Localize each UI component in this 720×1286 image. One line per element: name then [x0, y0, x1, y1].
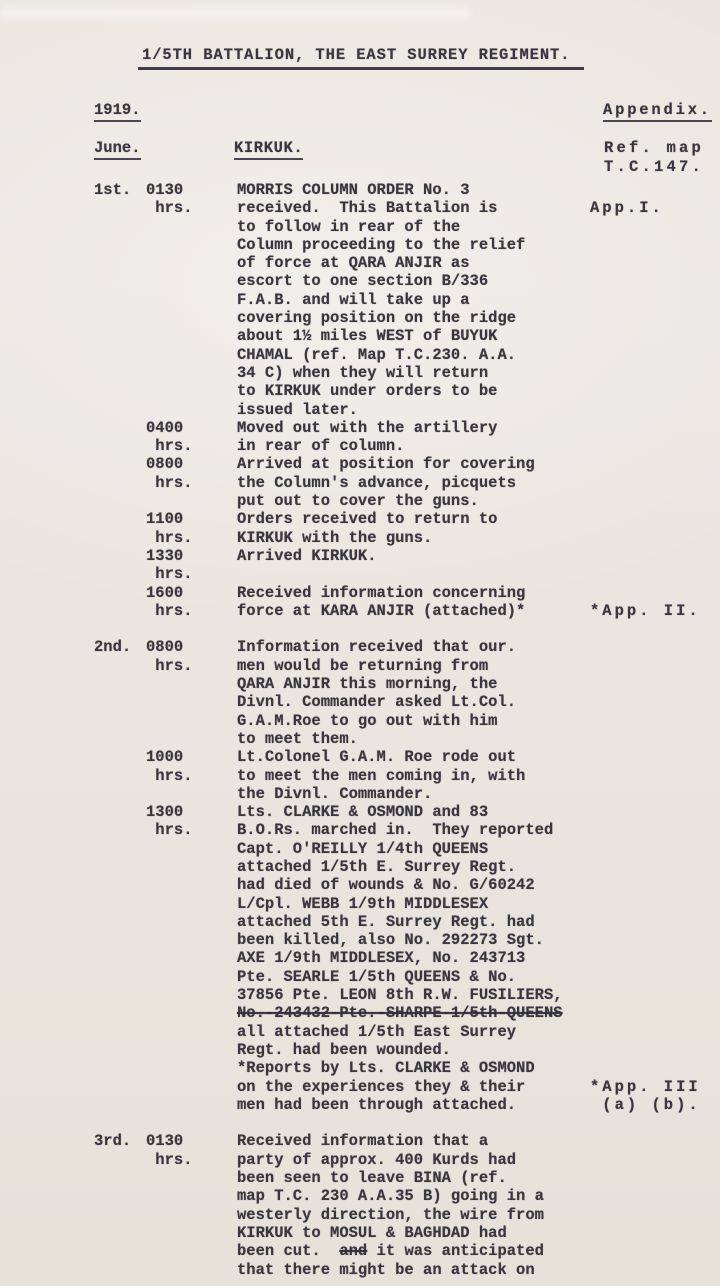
diary-line — [0, 620, 720, 638]
appendix-reference: *App. II. — [590, 601, 701, 620]
diary-line — [0, 821, 720, 839]
entry-time: 1600 — [146, 583, 184, 602]
diary-line — [0, 419, 720, 437]
diary-line — [0, 181, 720, 199]
diary-line — [0, 1169, 720, 1187]
entry-time: hrs. — [146, 473, 193, 492]
diary-line — [0, 1151, 720, 1169]
diary-line — [0, 986, 720, 1004]
year-heading: 1919. — [94, 101, 141, 122]
entry-time: hrs. — [146, 528, 193, 547]
diary-line — [0, 455, 720, 473]
entry-time: hrs. — [146, 656, 193, 675]
entry-text: received. This Battalion is — [237, 199, 498, 218]
appendix-reference: App.I. — [590, 199, 664, 218]
diary-line — [0, 657, 720, 675]
entry-text: been killed, also No. 292273 Sgt. — [237, 931, 544, 950]
appendix-reference: (a) (b). — [590, 1095, 701, 1114]
diary-line — [0, 638, 720, 656]
entry-text: party of approx. 400 Kurds had — [237, 1150, 517, 1169]
entry-text: CHAMAL (ref. Map T.C.230. A.A. — [237, 345, 517, 364]
diary-line — [0, 1059, 720, 1077]
diary-line — [0, 858, 720, 876]
entry-time: hrs. — [146, 437, 193, 456]
entry-text: the Divnl. Commander. — [237, 784, 433, 803]
location-heading: KIRKUK. — [234, 139, 303, 160]
entry-text: on the experiences they & their — [237, 1077, 526, 1096]
entry-text: 34 C) when they will return — [237, 363, 489, 382]
entry-day: 2nd. — [94, 638, 132, 657]
entry-text: in rear of column. — [237, 437, 405, 456]
entry-text: Column proceeding to the relief — [237, 235, 526, 254]
entry-text: MORRIS COLUMN ORDER No. 3 — [237, 181, 470, 199]
diary-line — [0, 1004, 720, 1022]
entry-text: men had been through attached. — [237, 1095, 517, 1114]
diary-line — [0, 254, 720, 272]
entry-text: QARA ANJIR this morning, the — [237, 675, 498, 694]
entry-time: hrs. — [146, 821, 193, 840]
entry-text: had died of wounds & No. G/60242 — [237, 876, 535, 895]
entry-text: KIRKUK with the guns. — [237, 528, 433, 547]
diary-line — [0, 895, 720, 913]
diary-line — [0, 931, 720, 949]
entry-text: F.A.B. and will take up a — [237, 290, 470, 309]
entry-time: 0130 — [146, 1132, 184, 1151]
diary-entries — [0, 181, 720, 1279]
entry-text: issued later. — [237, 400, 358, 419]
entry-time: 1330 — [146, 546, 184, 565]
struck-text: and — [339, 1242, 368, 1261]
entry-text: force at KARA ANJIR (attached)* — [237, 601, 526, 620]
entry-text: attached 5th E. Surrey Regt. had — [237, 912, 535, 931]
entry-text: westerly direction, the wire from — [237, 1205, 544, 1224]
entry-text: covering position on the ridge — [237, 309, 517, 328]
entry-text: of force at QARA ANJIR as — [237, 254, 470, 273]
entry-day: 1st. — [94, 181, 132, 199]
entry-text: Arrived at position for covering — [237, 455, 535, 474]
diary-line — [0, 876, 720, 894]
entry-text: *Reports by Lts. CLARKE & OSMOND — [237, 1059, 535, 1078]
entry-text: G.A.M.Roe to go out with him — [237, 711, 498, 730]
diary-line — [0, 1242, 720, 1260]
diary-line — [0, 474, 720, 492]
entry-text: to KIRKUK under orders to be — [237, 382, 498, 401]
diary-line — [0, 437, 720, 455]
diary-line — [0, 1224, 720, 1242]
diary-line — [0, 1261, 720, 1279]
entry-text: to meet them. — [237, 729, 358, 748]
entry-text: 37856 Pte. LEON 8th R.W. FUSILIERS, — [237, 986, 563, 1005]
ref-map-note — [604, 139, 704, 176]
entry-time: hrs. — [146, 199, 193, 218]
entry-text-segment: been cut. — [237, 1242, 340, 1261]
entry-text: Lts. CLARKE & OSMOND and 83 — [237, 803, 489, 822]
entry-time: 1000 — [146, 748, 184, 767]
appendix-column-heading: Appendix. — [603, 101, 712, 122]
diary-line — [0, 602, 720, 620]
struck-entry-text: No.-243432-Pte.-SHARPE-1/5th-QUEENS — [237, 1004, 563, 1023]
entry-time: hrs. — [146, 565, 193, 584]
diary-line — [0, 803, 720, 821]
diary-line — [0, 1132, 720, 1150]
diary-line — [0, 712, 720, 730]
entry-text: Arrived KIRKUK. — [237, 546, 377, 565]
diary-line — [0, 913, 720, 931]
entry-text: the Column's advance, picquets — [237, 473, 517, 492]
diary-line — [0, 949, 720, 967]
diary-line — [0, 1206, 720, 1224]
entry-text: Orders received to return to — [237, 510, 498, 529]
entry-text: map T.C. 230 A.A.35 B) going in a — [237, 1187, 544, 1206]
diary-line — [0, 1078, 720, 1096]
diary-line — [0, 1023, 720, 1041]
entry-text: Received information concerning — [237, 583, 526, 602]
diary-line — [0, 272, 720, 290]
entry-text: KIRKUK to MOSUL & BAGHDAD had — [237, 1223, 507, 1242]
diary-line — [0, 291, 720, 309]
entry-text: L/Cpl. WEBB 1/9th MIDDLESEX — [237, 894, 489, 913]
entry-time: 1300 — [146, 803, 184, 822]
entry-time: hrs. — [146, 766, 193, 785]
month-heading: June. — [94, 139, 141, 160]
diary-line — [0, 218, 720, 236]
entry-text: escort to one section B/336 — [237, 272, 489, 291]
diary-line — [0, 382, 720, 400]
ref-map-line-1: Ref. map — [604, 139, 705, 157]
entry-text: put out to cover the guns. — [237, 492, 479, 511]
entry-text: AXE 1/9th MIDDLESEX, No. 243713 — [237, 949, 526, 968]
entry-text: attached 1/5th E. Surrey Regt. — [237, 857, 517, 876]
diary-line — [0, 529, 720, 547]
ref-map-line-2: T.C.147. — [604, 157, 705, 176]
entry-day: 3rd. — [94, 1132, 132, 1151]
entry-text: all attached 1/5th East Surrey — [237, 1022, 517, 1041]
entry-text: that there might be an attack on — [237, 1260, 535, 1279]
entry-text: Information received that our. — [237, 638, 517, 657]
diary-line — [0, 327, 720, 345]
entry-text: Regt. had been wounded. — [237, 1040, 451, 1059]
diary-line — [0, 1041, 720, 1059]
diary-line — [0, 693, 720, 711]
entry-time: hrs. — [146, 1150, 193, 1169]
diary-line — [0, 510, 720, 528]
diary-line — [0, 675, 720, 693]
entry-text: Received information that a — [237, 1132, 489, 1151]
diary-line — [0, 346, 720, 364]
diary-line — [0, 767, 720, 785]
entry-text: to follow in rear of the — [237, 217, 461, 236]
entry-time: 0400 — [146, 418, 184, 437]
entry-text: Lt.Colonel G.A.M. Roe rode out — [237, 748, 517, 767]
diary-line — [0, 547, 720, 565]
diary-line — [0, 730, 720, 748]
entry-time: 0130 — [146, 181, 184, 199]
entry-time: 0800 — [146, 638, 184, 657]
entry-text: been seen to leave BINA (ref. — [237, 1169, 507, 1188]
diary-line — [0, 584, 720, 602]
entry-text: Moved out with the artillery — [237, 418, 498, 437]
entry-time: 0800 — [146, 455, 184, 474]
appendix-reference: *App. III — [590, 1077, 701, 1096]
entry-text: Pte. SEARLE 1/5th QUEENS & No. — [237, 967, 517, 986]
diary-line — [0, 748, 720, 766]
diary-line — [0, 840, 720, 858]
diary-line — [0, 968, 720, 986]
entry-time: 1100 — [146, 510, 184, 529]
entry-text: about 1½ miles WEST of BUYUK — [237, 327, 498, 346]
entry-text: Divnl. Commander asked Lt.Col. — [237, 693, 517, 712]
paper-texture-streak — [0, 6, 470, 20]
diary-line — [0, 492, 720, 510]
diary-line — [0, 785, 720, 803]
diary-line — [0, 401, 720, 419]
entry-text-segment: it was anticipated — [367, 1242, 544, 1261]
entry-text — [237, 1242, 544, 1260]
diary-line — [0, 1187, 720, 1205]
diary-line — [0, 236, 720, 254]
diary-line — [0, 199, 720, 217]
entry-text: B.O.Rs. marched in. They reported — [237, 821, 554, 840]
diary-line — [0, 565, 720, 583]
diary-line — [0, 1096, 720, 1114]
entry-text: men would be returning from — [237, 656, 489, 675]
page-title: 1/5TH BATTALION, THE EAST SURREY REGIMENT. — [138, 46, 584, 70]
diary-line — [0, 309, 720, 327]
entry-time: hrs. — [146, 601, 193, 620]
entry-text: Capt. O'REILLY 1/4th QUEENS — [237, 839, 489, 858]
diary-line — [0, 364, 720, 382]
entry-text: to meet the men coming in, with — [237, 766, 526, 785]
diary-line — [0, 1114, 720, 1132]
